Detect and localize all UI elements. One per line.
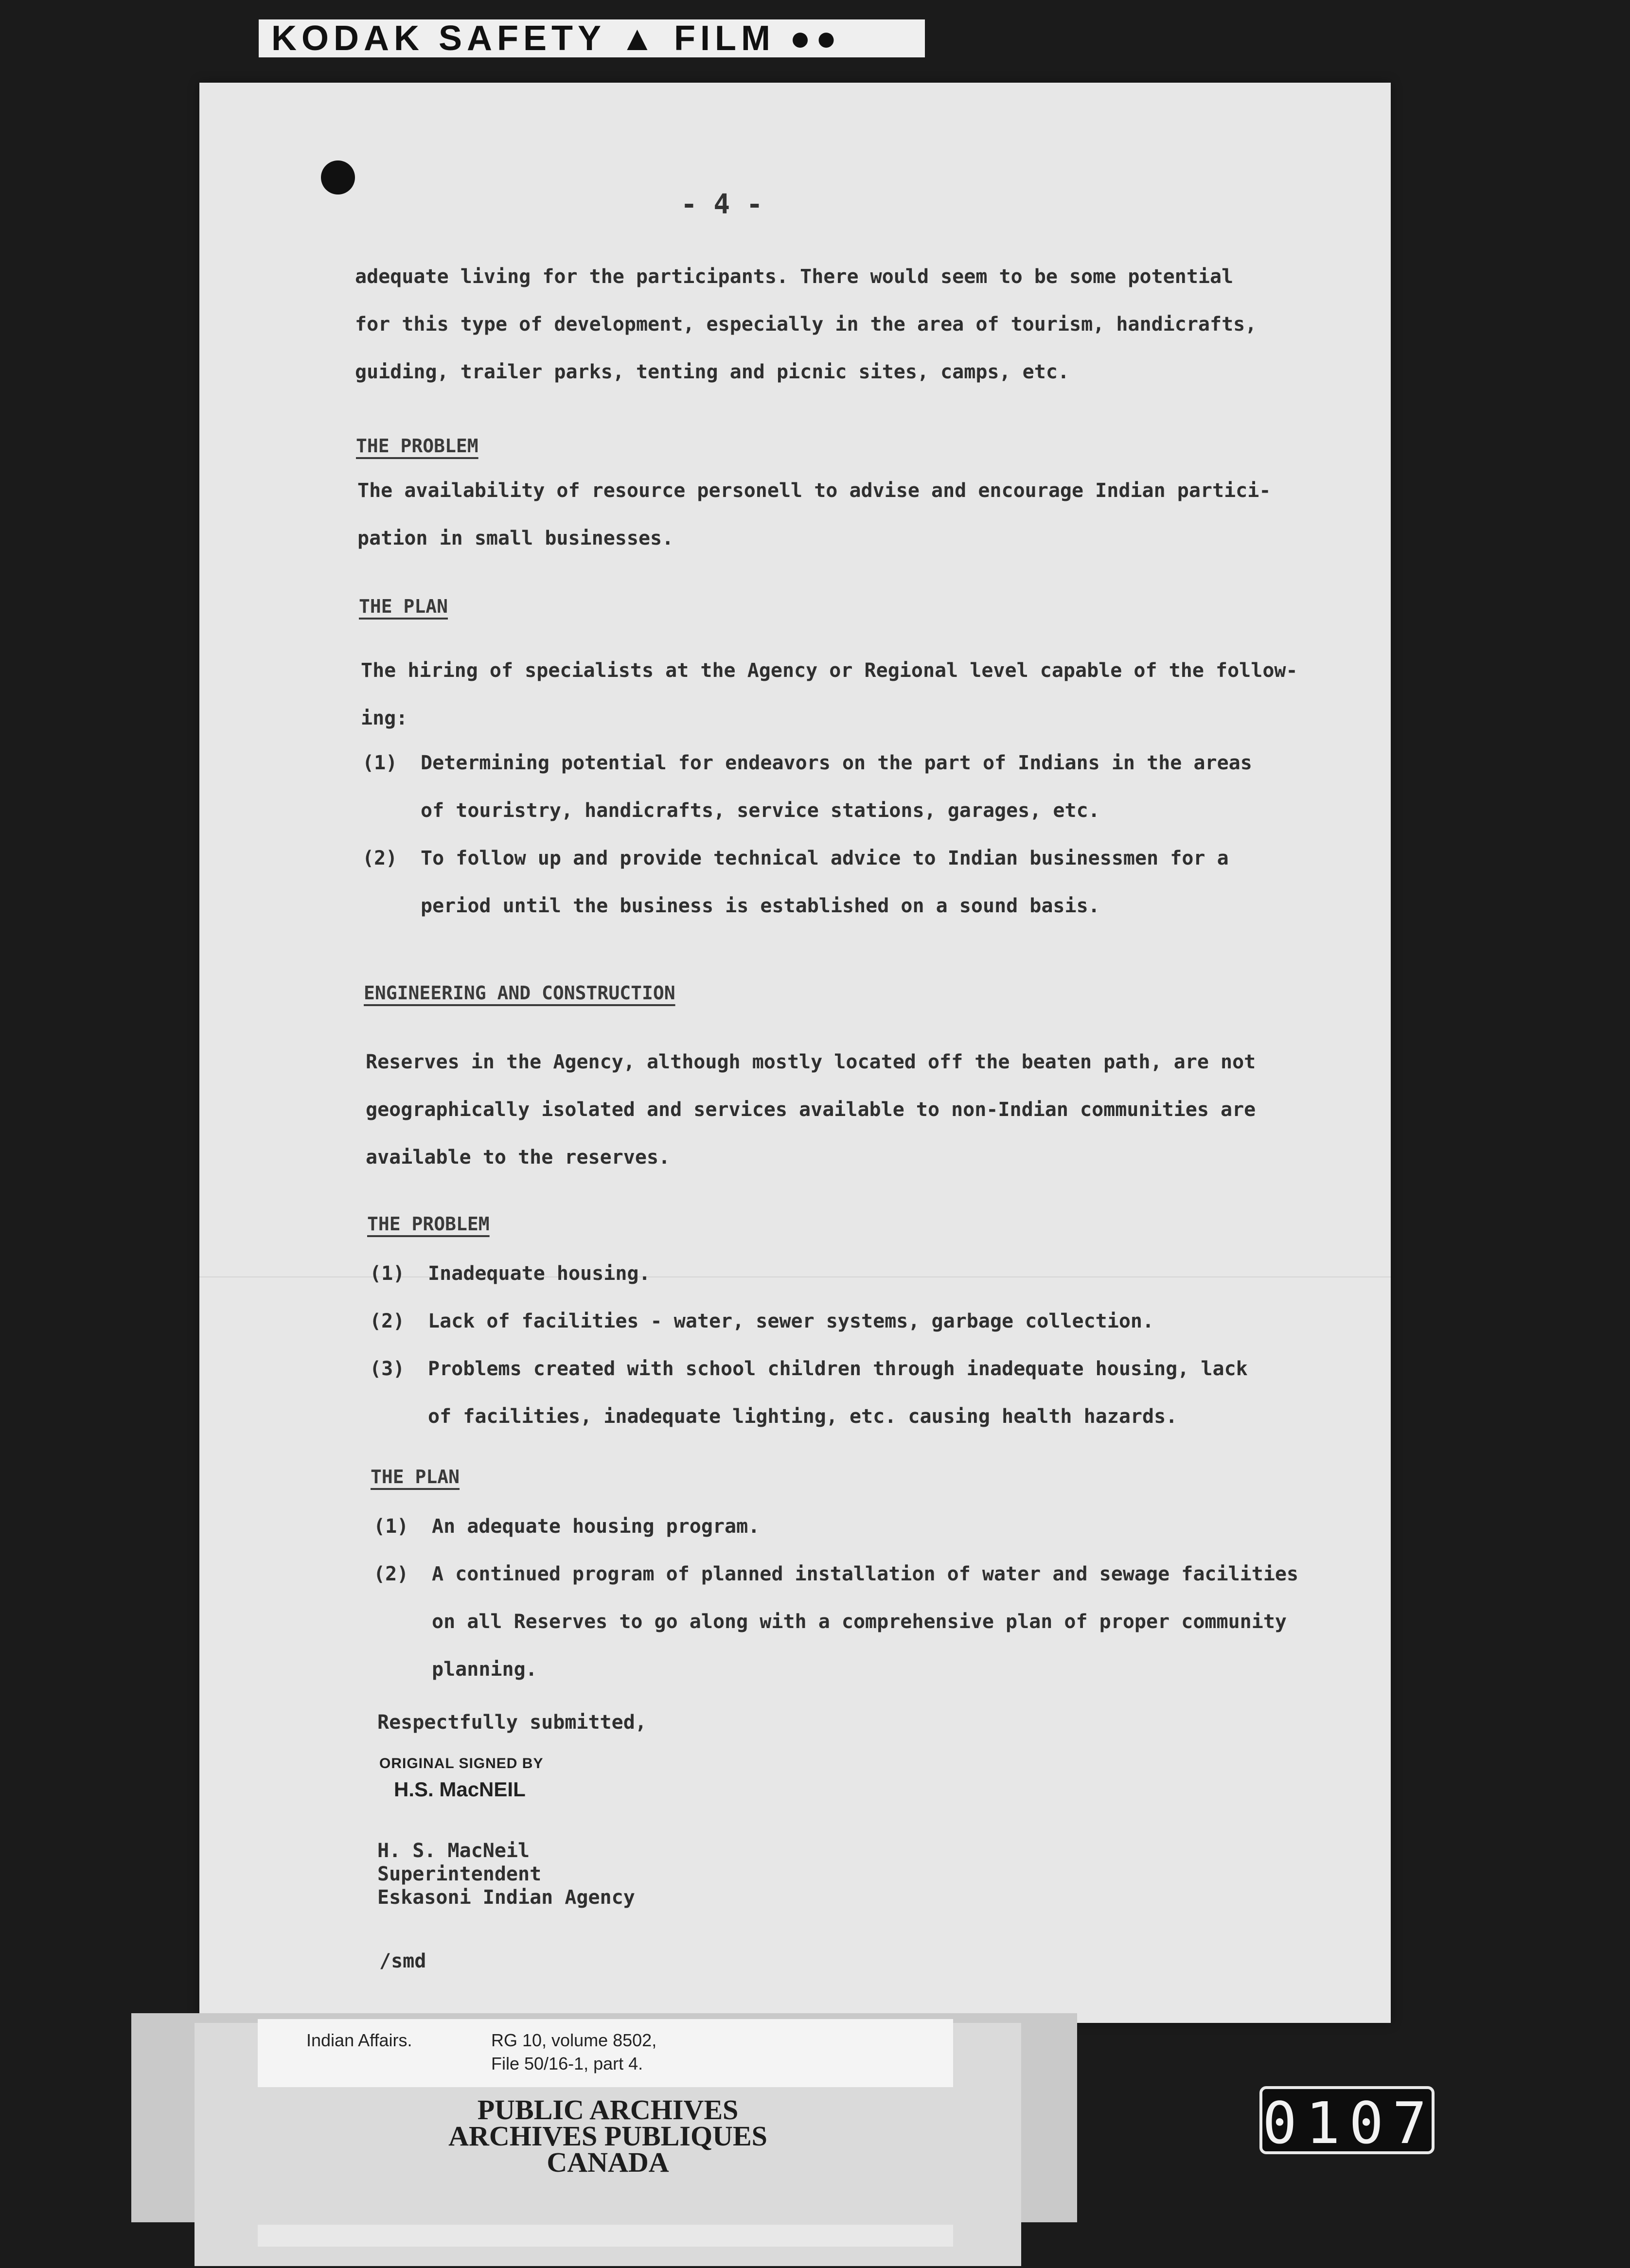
list-item [362, 834, 1252, 930]
plan-list-2 [373, 1503, 1298, 1693]
item-text: To follow up and provide technical advice to Indian businessmen for a [421, 847, 1229, 869]
list-item [362, 739, 1252, 834]
text-line: The availability of resource personell to advise and encourage Indian partici- [357, 479, 1271, 502]
item-text: period until the business is established on a sound basis. [421, 895, 1100, 917]
text-line: adequate living for the participants. There would seem to be some potential [355, 266, 1234, 288]
signatory-name: H. S. MacNeil [377, 1840, 530, 1862]
list-item [370, 1297, 1248, 1345]
text-line: Reserves in the Agency, although mostly located off the beaten path, are not [366, 1051, 1256, 1073]
item-number: (3) [370, 1358, 405, 1380]
item-text: on all Reserves to go along with a comprehensive plan of proper community [432, 1611, 1287, 1633]
intro-paragraph [355, 253, 1257, 396]
reference-label [491, 2029, 656, 2075]
plan-heading-1: THE PLAN [359, 596, 448, 617]
text-line: pation in small businesses. [357, 527, 674, 549]
signature-stamp [379, 1755, 543, 1801]
list-item [370, 1345, 1248, 1440]
frame-number: 0107 [1259, 2086, 1435, 2154]
item-text: Inadequate housing. [428, 1262, 651, 1285]
item-number: (2) [373, 1563, 409, 1585]
list-item [373, 1550, 1298, 1693]
problem-paragraph-1 [357, 467, 1271, 562]
plan-heading-2: THE PLAN [371, 1466, 460, 1488]
plan-intro-paragraph [361, 647, 1298, 742]
item-text: A continued program of planned installation of water and sewage facilities [432, 1563, 1299, 1585]
signatory-title: Superintendent [377, 1863, 542, 1885]
engineering-paragraph [366, 1038, 1256, 1181]
item-text: planning. [432, 1658, 537, 1681]
plan-list-1 [362, 739, 1252, 930]
item-text: of facilities, inadequate lighting, etc. causing health hazards. [428, 1405, 1178, 1428]
item-text: Problems created with school children through inadequate housing, lack [428, 1358, 1248, 1380]
archive-reference-label [258, 2019, 953, 2087]
typist-initials: /smd [379, 1950, 426, 1972]
text-line: geographically isolated and services available to non-Indian communities are [366, 1099, 1256, 1121]
item-text: Lack of facilities - water, sewer systems, garbage collection. [428, 1310, 1154, 1332]
archive-name-line: CANADA [547, 2146, 669, 2178]
holder-bottom-tab [258, 2225, 953, 2247]
item-number: (1) [362, 752, 398, 774]
archive-name-line: PUBLIC ARCHIVES [477, 2094, 739, 2126]
department-label: Indian Affairs. [306, 2030, 412, 2050]
text-line: guiding, trailer parks, tenting and picnic sites, camps, etc. [355, 361, 1070, 383]
item-number: (1) [373, 1515, 409, 1538]
salutation: Respectfully submitted, [377, 1711, 647, 1734]
reference-line: File 50/16-1, part 4. [491, 2054, 643, 2073]
text-line: available to the reserves. [366, 1146, 671, 1169]
film-edge-marking: KODAK SAFETY ▲ FILM ●● [259, 19, 925, 57]
problem-list-2 [370, 1250, 1248, 1440]
item-text: An adequate housing program. [432, 1515, 760, 1538]
engineering-heading: ENGINEERING AND CONSTRUCTION [364, 982, 675, 1004]
stamp-name: H.S. MacNEIL [394, 1778, 526, 1801]
page-number: - 4 - [681, 189, 763, 220]
item-number: (2) [370, 1310, 405, 1332]
text-line: The hiring of specialists at the Agency or Regional level capable of the follow- [361, 659, 1298, 682]
stamp-line: ORIGINAL SIGNED BY [379, 1755, 544, 1772]
problem-heading-1: THE PROBLEM [356, 435, 478, 457]
list-item [373, 1503, 1298, 1550]
text-line: for this type of development, especially in the area of tourism, handicrafts, [355, 313, 1257, 336]
signatory-agency: Eskasoni Indian Agency [377, 1886, 635, 1909]
problem-heading-2: THE PROBLEM [367, 1213, 490, 1235]
item-number: (2) [362, 847, 398, 869]
punch-hole [321, 160, 355, 195]
item-text: of touristry, handicrafts, service stations, garages, etc. [421, 799, 1100, 822]
text-line: ing: [361, 707, 408, 729]
reference-line: RG 10, volume 8502, [491, 2030, 657, 2050]
list-item [370, 1250, 1248, 1297]
signatory-block [377, 1839, 635, 1909]
archive-name-line: ARCHIVES PUBLIQUES [448, 2120, 767, 2152]
item-number: (1) [370, 1262, 405, 1285]
archive-name [340, 2094, 875, 2178]
item-text: Determining potential for endeavors on the part of Indians in the areas [421, 752, 1252, 774]
